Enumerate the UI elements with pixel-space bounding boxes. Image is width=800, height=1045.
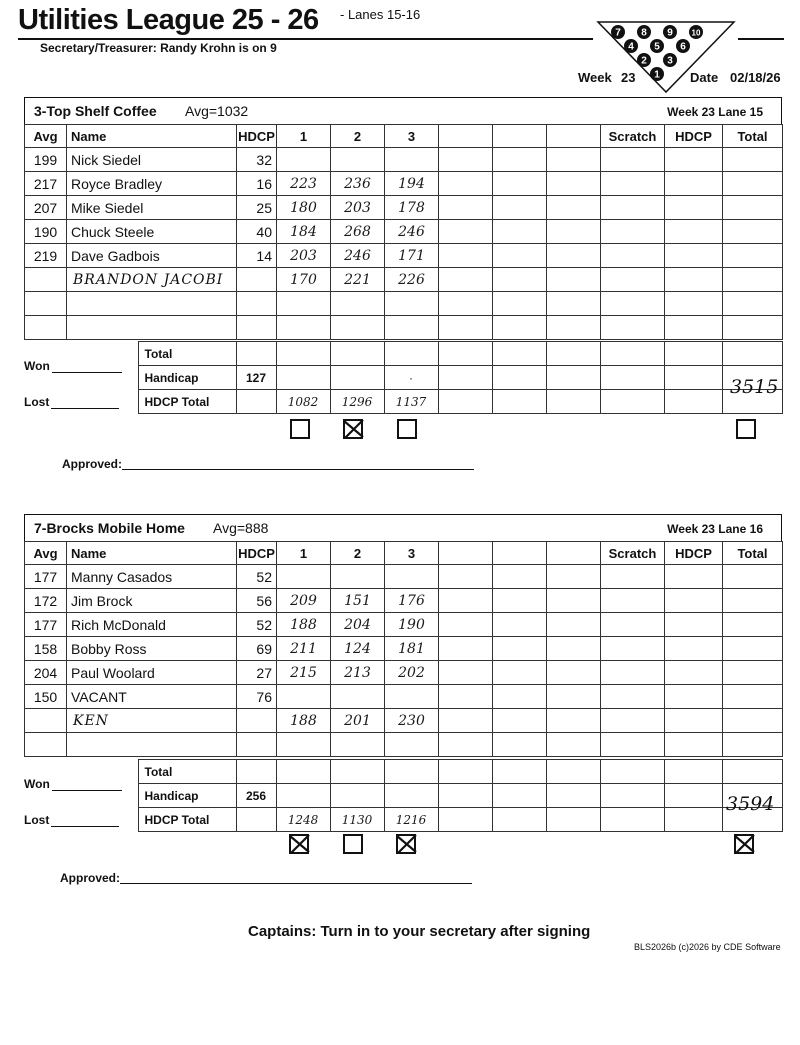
empty-row: [25, 292, 783, 316]
totals-table: Won Total Handicap 256 Lost HDCP Total 1248 1130 1216: [24, 759, 783, 832]
column-header-row: [25, 125, 783, 148]
pin-label: 9: [667, 27, 673, 39]
score-table: [24, 124, 783, 340]
game-total-2[interactable]: 1130: [330, 808, 384, 832]
col-game-3: 3: [385, 125, 439, 148]
team-handicap: 127: [236, 366, 276, 390]
column-header-row: Avg Name HDCP 1 2 3 Scratch HDCP Total: [25, 542, 783, 565]
handicap-label: Handicap: [138, 366, 236, 390]
totals-table: [24, 341, 783, 414]
game-3-win-checkbox[interactable]: [396, 834, 416, 854]
col-hdcp2: HDCP: [665, 125, 723, 148]
check-x-icon: [288, 832, 312, 856]
player-row: 177 Manny Casados 52: [25, 565, 783, 589]
pin-label: 4: [628, 41, 634, 53]
game-1-win-checkbox[interactable]: [290, 419, 310, 439]
week-lane: Week 23 Lane 16: [667, 522, 763, 536]
game-2-win-checkbox[interactable]: [343, 419, 363, 439]
col-avg: Avg: [25, 125, 67, 148]
lanes-note: - Lanes 15-16: [340, 7, 421, 22]
game-total-1[interactable]: 1248: [276, 808, 330, 832]
team-average: Avg=1032: [185, 103, 249, 119]
series-win-checkbox[interactable]: [736, 419, 756, 439]
total-label: Total: [138, 342, 236, 366]
date-value: 02/18/26: [730, 70, 781, 85]
title-rule-right: [738, 38, 784, 40]
dot-mark: ·: [384, 366, 438, 390]
player-row: 199 Nick Siedel 32: [25, 148, 783, 172]
pin-label: 2: [641, 55, 647, 67]
team-name: 7-Brocks Mobile Home: [34, 520, 185, 536]
approved-label: Approved:: [60, 871, 120, 885]
hdcp-total-label: HDCP Total: [138, 390, 236, 414]
check-x-icon: [395, 832, 419, 856]
pin-label: 8: [641, 27, 647, 39]
player-row: 158 Bobby Ross 69 211 124 181: [25, 637, 783, 661]
title-rule: [18, 38, 593, 40]
approved-label: Approved:: [62, 457, 122, 471]
team-header: [24, 97, 782, 124]
player-row: 207 Mike Siedel 25 180 203 178: [25, 196, 783, 220]
series-total[interactable]: 3594: [726, 793, 775, 815]
player-row: 190 Chuck Steele 40 184 268 246: [25, 220, 783, 244]
player-row: 217 Royce Bradley 16 223 236 194: [25, 172, 783, 196]
pin-label: 10: [691, 28, 701, 38]
week-label: Week: [578, 70, 612, 85]
col-total: Total: [723, 125, 783, 148]
team-name: 3-Top Shelf Coffee: [34, 103, 157, 119]
player-row: 172 Jim Brock 56 209 151 176: [25, 589, 783, 613]
series-win-checkbox[interactable]: [734, 834, 754, 854]
date-label: Date: [690, 70, 719, 85]
won-field[interactable]: Won: [24, 760, 138, 808]
substitute-row: BRANDON JACOBI 170 221 226: [25, 268, 783, 292]
col-scratch: Scratch: [601, 125, 665, 148]
game-total-3[interactable]: 1216: [384, 808, 438, 832]
col-name: Name: [67, 125, 237, 148]
pin-label: 1: [654, 69, 660, 81]
player-row: 150 VACANT 76: [25, 685, 783, 709]
copyright-footer: BLS2026b (c)2026 by CDE Software: [634, 942, 781, 952]
game-total-1[interactable]: 1082: [276, 390, 330, 414]
pin-label: 5: [654, 41, 660, 53]
check-x-icon: [733, 832, 757, 856]
game-total-3[interactable]: 1137: [384, 390, 438, 414]
approved-signature-line[interactable]: [120, 883, 472, 884]
series-total[interactable]: 3515: [730, 376, 779, 398]
team-card-1: [24, 97, 782, 414]
captains-instruction: Captains: Turn in to your secretary after signing: [248, 923, 591, 940]
won-field[interactable]: Won: [24, 342, 138, 390]
col-game-2: 2: [331, 125, 385, 148]
pin-label: 7: [615, 27, 621, 39]
pin-label: 6: [680, 41, 686, 53]
secretary-line: Secretary/Treasurer: Randy Krohn is on 9: [40, 41, 277, 55]
week-number: 23: [621, 70, 636, 85]
col-hdcp: HDCP: [237, 125, 277, 148]
game-2-win-checkbox[interactable]: [343, 834, 363, 854]
lost-field[interactable]: Lost: [24, 390, 138, 414]
game-1-win-checkbox[interactable]: [289, 834, 309, 854]
game-total-2[interactable]: 1296: [330, 390, 384, 414]
score-table: [24, 541, 783, 757]
team-handicap: 256: [236, 784, 276, 808]
week-lane: Week 23 Lane 15: [667, 105, 763, 119]
pin-label: 3: [667, 55, 673, 67]
col-game-1: 1: [277, 125, 331, 148]
approved-signature-line[interactable]: [122, 469, 474, 470]
team-card-2: [24, 514, 782, 832]
team-average: Avg=888: [213, 520, 269, 536]
league-title: Utilities League 25 - 26: [18, 4, 319, 36]
lost-field[interactable]: Lost: [24, 808, 138, 832]
empty-row: [25, 733, 783, 757]
player-row: 219 Dave Gadbois 14 203 246 171: [25, 244, 783, 268]
team-header: [24, 514, 782, 541]
substitute-row: KEN 188 201 230: [25, 709, 783, 733]
check-x-icon: [342, 417, 366, 441]
game-3-win-checkbox[interactable]: [397, 419, 417, 439]
empty-row: [25, 316, 783, 340]
player-row: 177 Rich McDonald 52 188 204 190: [25, 613, 783, 637]
player-row: 204 Paul Woolard 27 215 213 202: [25, 661, 783, 685]
